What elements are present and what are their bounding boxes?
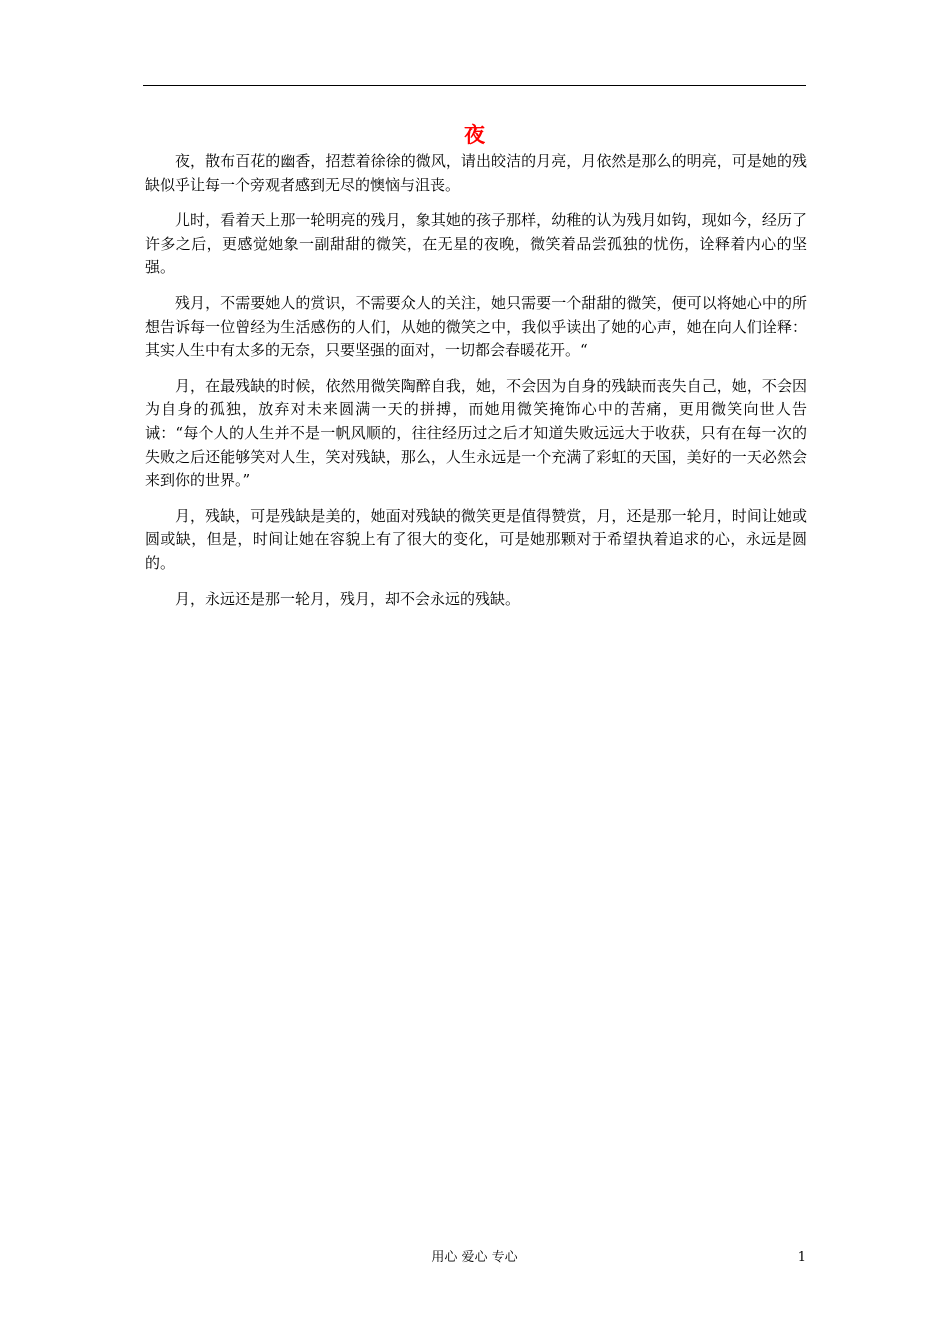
paragraph-4: 月，在最残缺的时候，依然用微笑陶醉自我，她，不会因为自身的残缺而丧失自己，她，不会因为自身的孤独，放弃对未来圆满一天的拼搏，而她用微笑掩饰心中的苦痛，更用微笑向世人告诫：“每个人的人生并不是一帆风顺的，往往经历过之后才知道失败远远大于收获，只有在每一次的失败之后还能够笑对人生，笑对残缺，那么，人生永远是一个充满了彩虹的天国，美好的一天必然会来到你的世界。” xyxy=(145,376,807,490)
footer-motto: 用心 爱心 专心 xyxy=(431,1250,518,1265)
article-body xyxy=(145,150,807,623)
header-rule xyxy=(143,85,806,86)
paragraph-6: 月，永远还是那一轮月，残月，却不会永远的残缺。 xyxy=(175,589,521,608)
page-title: 夜 xyxy=(464,122,485,147)
paragraph-3: 残月，不需要她人的赏识，不需要众人的关注，她只需要一个甜甜的微笑，便可以将她心中的所想告诉每一位曾经为生活感伤的人们，从她的微笑之中，我似乎读出了她的心声，她在向人们诠释：其实人生中有太多的无奈，只要坚强的面对，一切都会春暖花开。“ xyxy=(145,293,807,360)
page-number: 1 xyxy=(797,1250,806,1265)
paragraph-1: 夜，散布百花的幽香，招惹着徐徐的微风，请出皎洁的月亮，月依然是那么的明亮，可是她的残缺似乎让每一个旁观者感到无尽的懊恼与沮丧。 xyxy=(145,152,807,194)
paragraph-5: 月，残缺，可是残缺是美的，她面对残缺的微笑更是值得赞赏，月，还是那一轮月，时间让她或圆或缺，但是，时间让她在容貌上有了很大的变化，可是她那颗对于希望执着追求的心，永远是圆的。 xyxy=(145,506,807,572)
paragraph-2: 儿时，看着天上那一轮明亮的残月，象其她的孩子那样，幼稚的认为残月如钩，现如今，经历了许多之后，更感觉她象一副甜甜的微笑，在无星的夜晚，微笑着品尝孤独的忧伤，诠释着内心的坚强。 xyxy=(145,211,807,277)
